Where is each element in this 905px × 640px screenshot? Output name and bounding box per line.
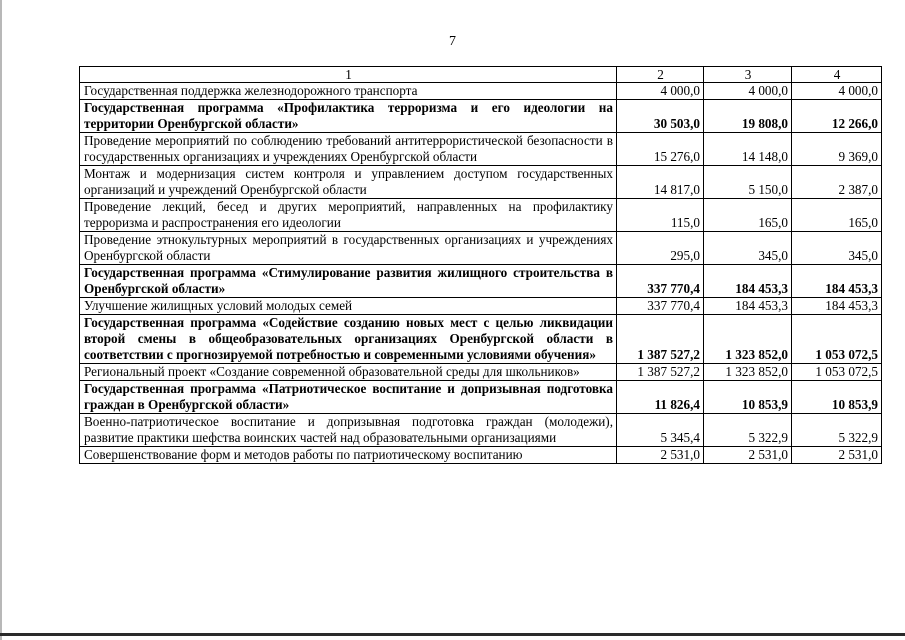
value-col-4-cell: 2 387,0: [792, 166, 882, 199]
table-row: [80, 199, 882, 232]
table-row: [80, 298, 882, 315]
value-col-2-cell: 30 503,0: [617, 100, 704, 133]
value-col-2-cell: 4 000,0: [617, 83, 704, 100]
value-col-4-cell: 1 053 072,5: [792, 315, 882, 364]
row-name-cell: Региональный проект «Создание современной образовательной среды для школьников»: [80, 364, 617, 381]
value-col-3-cell: 2 531,0: [704, 447, 792, 464]
value-col-2-cell: 15 276,0: [617, 133, 704, 166]
budget-table: [79, 66, 882, 464]
value-col-2-cell: 2 531,0: [617, 447, 704, 464]
row-name-cell: Проведение мероприятий по соблюдению требований антитеррористической безопасности в государственных организациях и учреждениях Оренбургской области: [80, 133, 617, 166]
value-col-2-cell: 115,0: [617, 199, 704, 232]
row-name-cell: Государственная программа «Профилактика терроризма и его идеологии на территории Оренбургской области»: [80, 100, 617, 133]
table-row: [80, 447, 882, 464]
value-col-3-cell: 1 323 852,0: [704, 315, 792, 364]
value-col-3-cell: 165,0: [704, 199, 792, 232]
scan-left-edge: [0, 0, 2, 640]
value-col-4-cell: 5 322,9: [792, 414, 882, 447]
program-row: [80, 265, 882, 298]
program-row: [80, 381, 882, 414]
table-row: [80, 414, 882, 447]
value-col-4-cell: 2 531,0: [792, 447, 882, 464]
row-name-cell: Улучшение жилищных условий молодых семей: [80, 298, 617, 315]
value-col-3-cell: 184 453,3: [704, 265, 792, 298]
row-name-cell: Государственная программа «Содействие созданию новых мест с целью ликвидации второй смены в общеобразовательных организациях Оренбургской области в соответствии с прогнозируемой потребностью и современными условиями обучения»: [80, 315, 617, 364]
value-col-3-cell: 5 150,0: [704, 166, 792, 199]
row-name-cell: Государственная программа «Стимулирование развития жилищного строительства в Оренбургской области»: [80, 265, 617, 298]
value-col-3-cell: 4 000,0: [704, 83, 792, 100]
row-name-cell: Военно-патриотическое воспитание и допризывная подготовка граждан (молодежи), развитие практики шефства воинских частей над образовательными организациями: [80, 414, 617, 447]
value-col-2-cell: 1 387 527,2: [617, 315, 704, 364]
row-name-cell: Монтаж и модернизация систем контроля и управлением доступом государственных организаций и учреждений Оренбургской области: [80, 166, 617, 199]
value-col-3-cell: 1 323 852,0: [704, 364, 792, 381]
column-header-3: 3: [704, 67, 792, 83]
value-col-3-cell: 14 148,0: [704, 133, 792, 166]
value-col-4-cell: 1 053 072,5: [792, 364, 882, 381]
value-col-3-cell: 5 322,9: [704, 414, 792, 447]
value-col-3-cell: 10 853,9: [704, 381, 792, 414]
table-header-row: [80, 67, 882, 83]
table-row: [80, 83, 882, 100]
budget-table-body: [80, 67, 882, 464]
row-name-cell: Государственная поддержка железнодорожного транспорта: [80, 83, 617, 100]
column-header-2: 2: [617, 67, 704, 83]
table-row: [80, 232, 882, 265]
column-header-1: 1: [80, 67, 617, 83]
value-col-2-cell: 11 826,4: [617, 381, 704, 414]
value-col-4-cell: 9 369,0: [792, 133, 882, 166]
value-col-4-cell: 10 853,9: [792, 381, 882, 414]
row-name-cell: Государственная программа «Патриотическое воспитание и допризывная подготовка граждан в Оренбургской области»: [80, 381, 617, 414]
value-col-4-cell: 12 266,0: [792, 100, 882, 133]
value-col-2-cell: 1 387 527,2: [617, 364, 704, 381]
table-row: [80, 133, 882, 166]
scan-bottom-edge: [0, 633, 905, 636]
value-col-4-cell: 184 453,3: [792, 298, 882, 315]
column-header-4: 4: [792, 67, 882, 83]
table-row: [80, 364, 882, 381]
row-name-cell: Проведение лекций, бесед и других мероприятий, направленных на профилактику терроризма и распространения его идеологии: [80, 199, 617, 232]
page-number: 7: [449, 34, 456, 49]
value-col-4-cell: 184 453,3: [792, 265, 882, 298]
row-name-cell: Проведение этнокультурных мероприятий в государственных организациях и учреждениях Оренбургской области: [80, 232, 617, 265]
value-col-2-cell: 5 345,4: [617, 414, 704, 447]
value-col-3-cell: 184 453,3: [704, 298, 792, 315]
value-col-4-cell: 165,0: [792, 199, 882, 232]
value-col-2-cell: 337 770,4: [617, 298, 704, 315]
value-col-4-cell: 345,0: [792, 232, 882, 265]
table-row: [80, 166, 882, 199]
value-col-2-cell: 295,0: [617, 232, 704, 265]
row-name-cell: Совершенствование форм и методов работы по патриотическому воспитанию: [80, 447, 617, 464]
program-row: [80, 315, 882, 364]
value-col-3-cell: 19 808,0: [704, 100, 792, 133]
value-col-2-cell: 337 770,4: [617, 265, 704, 298]
program-row: [80, 100, 882, 133]
value-col-4-cell: 4 000,0: [792, 83, 882, 100]
value-col-3-cell: 345,0: [704, 232, 792, 265]
value-col-2-cell: 14 817,0: [617, 166, 704, 199]
